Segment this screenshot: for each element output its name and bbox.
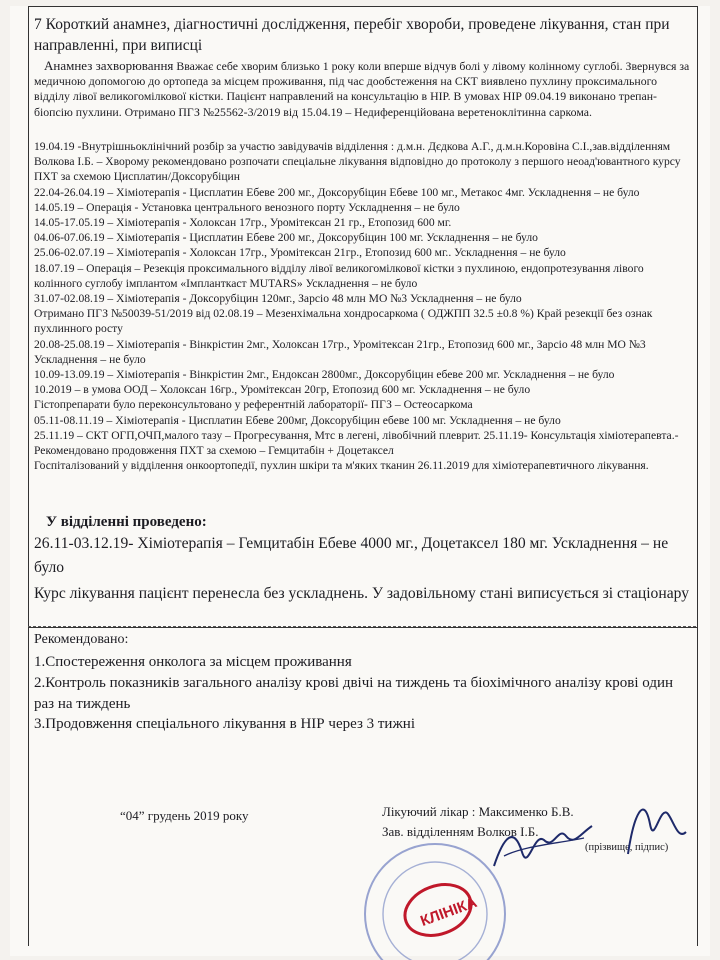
attending-doctor: Лікуючий лікар : Максименко Б.В. [382, 804, 574, 819]
history-entry: 14.05-17.05.19 – Хіміотерапія - Холоксан 17гр., Уромітексан 21 гр., Етопозид 600 мг. [34, 216, 452, 230]
history-entry: 22.04-26.04.19 – Хіміотерапія - Цисплатин Ебеве 200 мг., Доксорубіцин Ебеве 100 мг., Метакос 4мг. Ускладнення – не було [34, 185, 640, 199]
history-entry: Госпіталізований у відділення онкоортопедії, пухлин шкіри та м'яких тканин 26.11.2019 для хіміотерапевтичного лікування. [34, 459, 649, 473]
history-entry: Гістопрепарати було переконсультовано у референтній лабораторії- ПГЗ – Остеосаркома [34, 398, 473, 412]
history-entry: 20.08-25.08.19 – Хіміотерапія - Вінкрістин 2мг., Холоксан 17гр., Уромітексан 21гр., Етопозид 600 мг., Зарсіо 48 млн МО №3 Ускладнення – не було [34, 337, 646, 366]
stamp-label: КЛІНІКА [418, 893, 480, 930]
history-entry: 04.06-07.06.19 – Хіміотерапія - Цисплатин Ебеве 200 мг., Доксорубіцин 100 мг. Ускладнення – не було [34, 231, 538, 245]
history-entry: 14.05.19 – Операція - Установка центрального венозного порту Ускладнення – не було [34, 200, 460, 214]
history-entry: 10.09-13.09.19 – Хіміотерапія - Вінкрістин 2мг., Ендоксан 2800мг., Доксорубіцин ебеве 200 мг. Ускладнення – не було [34, 368, 615, 382]
recommendations-title: Рекомендовано: [34, 632, 129, 647]
department-discharge: Курс лікування пацієнт перенесла без ускладнень. У задовільному стані виписується зі стаціонару [34, 585, 690, 602]
history-entry: 25.11.19 – СКТ ОГП,ОЧП,малого тазу – Прогресування, Мтс в легені, лівобічний плеврит. 25.11.19- Консультація хіміотерапевта.- Рекомендовано продовження ПХТ за схемою – Гемцитабін + Доцетаксел [34, 428, 679, 458]
section-heading: 7 Короткий анамнез, діагностичні дослідження, перебіг хвороби, проведене лікування, стан при направленні, при виписці [34, 16, 670, 54]
history-entry: 18.07.19 – Операція – Резекція проксимального відділу лівої великогомілкової кістки з пухлиною, ендопротезування лівого колінного суглобу імплантом «Імпланткаст MUTARS» Ускладнення – не було [34, 261, 644, 290]
anamnesis-paragraph [34, 58, 694, 120]
handwritten-signature [484, 796, 604, 876]
history-entry: 10.2019 – в умова ООД – Холоксан 16гр., Уромітексан 20гр, Етопозид 600 мг. Ускладнення – не було [34, 383, 531, 397]
anamnesis-lead: Анамнез захворювання [44, 58, 174, 73]
recommendation-item: 3.Продовження спеціального лікування в НІР через 3 тижні [34, 716, 416, 732]
recommendation-item: 1.Спостереження онколога за місцем проживання [34, 654, 352, 670]
department-title: У відділенні проведено: [46, 514, 207, 530]
handwritten-signature-2 [616, 784, 696, 864]
history-entries [34, 139, 694, 473]
dashed-divider [28, 626, 696, 627]
history-entry: 31.07-02.08.19 – Хіміотерапія - Доксорубіцин 120мг., Зарсіо 48 млн МО №3 Ускладнення – не було [34, 292, 522, 306]
history-entry: 05.11-08.11.19 – Хіміотерапія - Цисплатин Ебеве 200мг, Доксорубіцин ебеве 100 мг. Ускладнення – не було [34, 413, 561, 427]
department-treatment: 26.11-03.12.19- Хіміотерапія – Гемцитабін Ебеве 4000 мг., Доцетаксел 180 мг. Ускладнення – не було [34, 535, 669, 576]
document-date: “04” грудень 2019 року [120, 808, 249, 823]
history-entry: Отримано ПГЗ №50039-51/2019 від 02.08.19 – Мезенхімальна хондросаркома ( ОДЖПП 32.5 ±0.8 %) Край резекції без ознак пухлинного росту [34, 307, 653, 336]
department-head: Зав. відділенням Волков І.Б. [382, 824, 539, 839]
recommendation-item: 2.Контроль показників загального аналізу крові двічі на тиждень та біохімічного аналізу крові один раз на тиждень [34, 675, 674, 712]
anamnesis-text: Вважає себе хворим близько 1 року коли вперше відчув болі у лівому колінному суглобі. Звернувся за медичною допомогою до ортопеда за місцем проживання, під час дообстеження на СКТ виявлено пухлину проксимального відділу лівої великогомілкової кістки. Пацієнт направлений на консультацію в НІР. В умовах НІР 09.04.19 виконано трепан-біопсію пухлини. Отримано ПГЗ №25562-3/2019 від 15.04.19 – Недиференційована веретеноклітинна саркома. [34, 59, 690, 119]
history-entry: 25.06-02.07.19 – Хіміотерапія - Холоксан 17гр., Уромітексан 21гр., Етопозид 600 мг.. Ускладнення – не було [34, 246, 566, 260]
signature-note: (прізвище, підпис) [585, 842, 669, 853]
history-entry: 19.04.19 -Внутрішньоклінічний розбір за участю завідувачів відділення : д.м.н. Дєдкова А.Г., д.м.н.Коровіна С.І.,зав.відділенням Волкова І.Б. – Хворому рекомендовано розпочати спеціальне лікування відповідно до протоколу з першого неоад'ювантного курсу ПХТ за схемою Цисплатин/Доксорубіцин [34, 140, 681, 184]
